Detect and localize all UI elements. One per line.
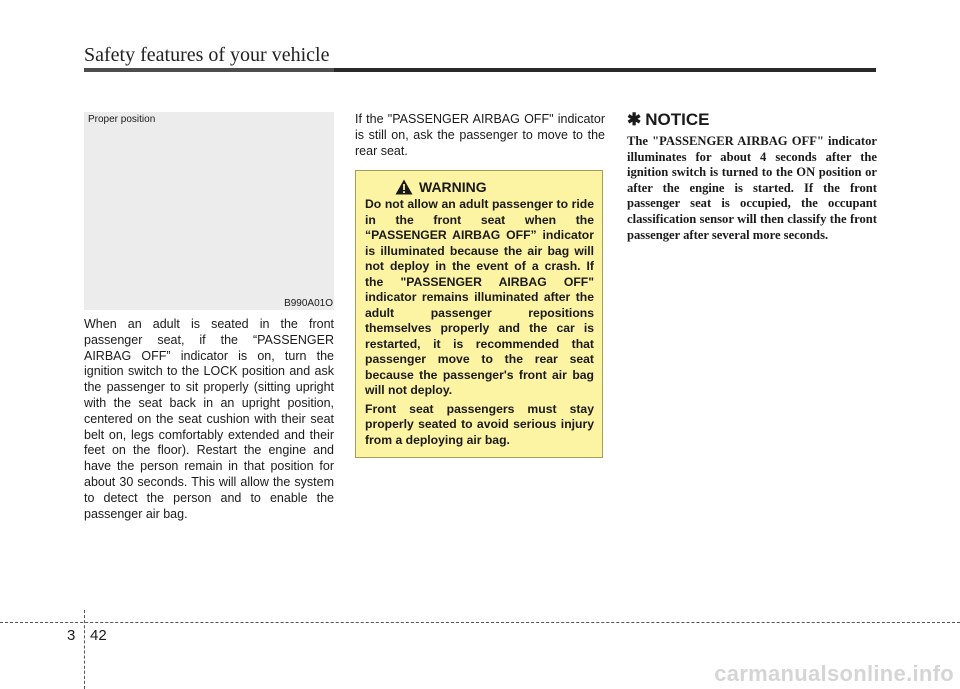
body-paragraph-middle: If the "PASSENGER AIRBAG OFF" indicator is still on, ask the passenger to move to the rear seat. <box>355 112 605 158</box>
notice-star-icon: ✱ <box>627 110 642 129</box>
warning-paragraph-2: Front seat passengers must stay properly seated to avoid serious injury from a deploying air bag. <box>365 401 594 447</box>
warning-paragraph-1: Do not allow an adult passenger to ride in the front seat when the “PASSENGER AIRBAG OFF” indicator is illuminated because the air bag will not deploy in the event of a crash. If the "PASSENGER AIRBAG OFF" indicator remains illuminated after the adult passenger repositions themselves properly and the car is restarted, it is recommended that passenger move to the rear seat because the passenger's front air bag will not deploy. <box>365 197 594 397</box>
warning-box <box>355 170 603 458</box>
page-number: 42 <box>90 627 107 644</box>
figure-image <box>84 112 334 310</box>
warning-title: WARNING <box>419 179 487 195</box>
warning-triangle-icon <box>395 179 413 195</box>
body-paragraph-left: When an adult is seated in the front passenger seat, if the “PASSENGER AIRBAG OFF” indicator is on, turn the ignition switch to the LOCK position and ask the passenger to sit properly (sitting upright with the seat back in an upright position, centered on the seat cushion with their seat belt on, legs comfortably extended and their feet on the floor). Restart the engine and have the person remain in that position for about 30 seconds. This will allow the system to detect the person and to enable the passenger air bag. <box>84 317 334 521</box>
figure-caption: Proper position <box>88 114 156 125</box>
footer-divider <box>84 610 85 689</box>
chapter-number: 3 <box>67 627 76 644</box>
header-rule <box>84 68 876 72</box>
page-header-title: Safety features of your vehicle <box>84 44 330 66</box>
notice-title: NOTICE <box>645 110 710 129</box>
notice-heading <box>627 110 709 130</box>
figure-code: B990A01O <box>284 298 333 309</box>
notice-text: The "PASSENGER AIRBAG OFF" indicator illuminates for about 4 seconds after the ignition switch is turned to the ON position or after the engine is started. If the front passenger seat is occupied, the occupant classification sensor will then classify the front passenger after several more seconds. <box>627 134 877 242</box>
warning-header <box>395 179 594 195</box>
footer-rule <box>0 622 960 623</box>
watermark: carmanualsonline.info <box>714 661 954 686</box>
